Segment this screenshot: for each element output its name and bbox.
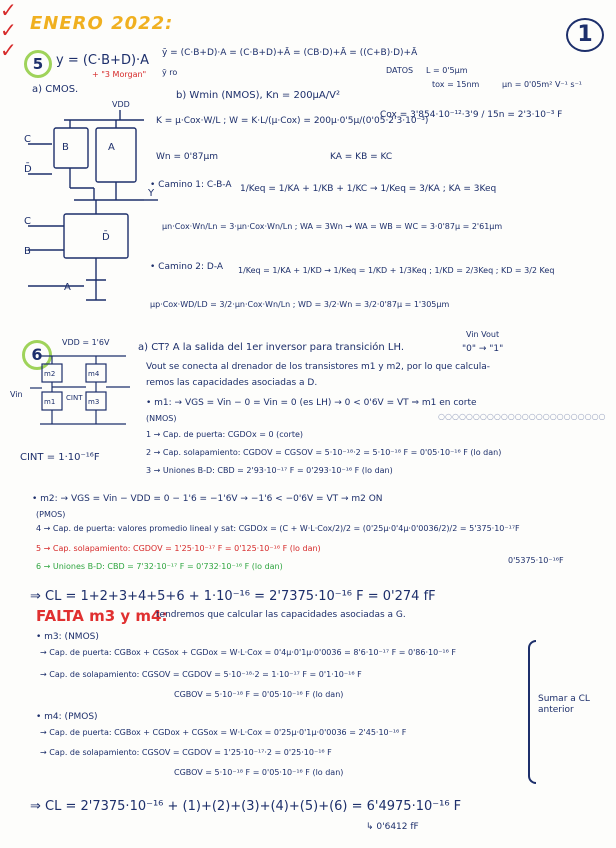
m1-cap-1: 1 → Cap. de puerta: CGDOx = 0 (corte) xyxy=(146,430,303,439)
p6-vin-vout: Vin Vout xyxy=(466,330,500,339)
p6-transition: "0" → "1" xyxy=(462,344,504,354)
svg-text:A: A xyxy=(108,142,115,153)
checkmark-icon: ✓ xyxy=(0,38,17,62)
svg-text:B: B xyxy=(24,246,31,257)
m2-cap-5: 5 → Cap. solapamiento: CGDOV = 1'25·10⁻¹⁷ F = 0'125·10⁻¹⁶ F (lo dan) xyxy=(36,544,321,553)
decorative-circles: ○○○○○○○○○○○○○○○○○○○○○○○○ xyxy=(438,412,606,421)
final-cl-equation: ⇒ CL = 2'7375·10⁻¹⁶ + (1)+(2)+(3)+(4)+(5)+(6) = 6'4975·10⁻¹⁶ F xyxy=(30,799,462,814)
camino-2-width: μp·Cox·WD/LD = 3/2·μn·Cox·Wn/Ln ; WD = 3/2·Wn = 3/2·0'87μ = 1'305μm xyxy=(150,300,450,309)
p5-cox-equation: Cox = 3'854·10⁻¹²·3'9 / 15n = 2'3·10⁻³ F xyxy=(380,110,563,120)
camino-1-equation: 1/Keq = 1/KA + 1/KB + 1/KC → 1/Keq = 3/KA ; KA = 3Keq xyxy=(240,184,497,194)
camino-1-width: μn·Cox·Wn/Ln = 3·μn·Cox·Wn/Ln ; WA = 3Wn → WA = WB = WC = 3·0'87μ = 2'61μm xyxy=(162,222,503,231)
m2-heading: • m2: → VGS = Vin − VDD = 0 − 1'6 = −1'6V → −1'6 < −0'6V = VT → m2 ON xyxy=(32,494,383,504)
p5-wn-value: Wn = 0'87μm xyxy=(156,152,219,162)
p6-paragraph-2: remos las capacidades asociadas a D. xyxy=(146,378,318,388)
cmos-circuit-diagram xyxy=(24,104,164,304)
p6-vin-label: Vin xyxy=(10,390,23,399)
camino-2-label: • Camino 2: D-A xyxy=(150,262,224,272)
p5-y-equation: y = (C·B+D)·A xyxy=(56,53,150,68)
p5-k-equality: KA = KB = KC xyxy=(330,152,393,162)
m3-heading: • m3: (NMOS) xyxy=(36,632,99,642)
falta-heading: FALTA m3 y m4: xyxy=(36,607,168,625)
problem-5-number: 5 xyxy=(24,50,52,78)
m2-pmos-tag: (PMOS) xyxy=(36,510,66,519)
m1-cap-2: 2 → Cap. solapamiento: CGDOV = CGSOV = 5·10⁻¹⁸·2 = 5·10⁻¹⁸ F = 0'05·10⁻¹⁶ F (lo dan) xyxy=(146,448,502,457)
m1-nmos-tag: (NMOS) xyxy=(146,414,177,423)
datos-tox: tox = 15nm xyxy=(432,80,480,89)
m3-cap-puerta: → Cap. de puerta: CGBox + CGSox + CGDox = W·L·Cox = 0'4μ·0'1μ·0'0036 = 8'6·10⁻¹⁷ F = 0'86·10⁻¹⁶ F xyxy=(40,648,456,657)
cl-equation: ⇒ CL = 1+2+3+4+5+6 + 1·10⁻¹⁶ = 2'7375·10⁻¹⁶ F = 0'274 fF xyxy=(30,589,436,604)
checkmark-icon: ✓ xyxy=(0,18,17,42)
sum-brace xyxy=(528,640,536,784)
p5-ybar-ro: ȳ ro xyxy=(162,68,178,77)
p5-part-b-label: b) Wmin (NMOS), Kn = 200μA/V² xyxy=(176,90,340,101)
svg-text:D̄: D̄ xyxy=(102,232,110,243)
svg-text:m2: m2 xyxy=(44,370,56,378)
m3-cap-gbov: CGBOV = 5·10⁻¹⁸ F = 0'05·10⁻¹⁶ F (lo dan) xyxy=(174,690,344,699)
p5-morgan-note: + "3 Morgan" xyxy=(92,70,147,79)
m4-heading: • m4: (PMOS) xyxy=(36,712,98,722)
camino-2-equation: 1/Keq = 1/KA + 1/KD → 1/Keq = 1/KD + 1/3Keq ; 1/KD = 2/3Keq ; KD = 3/2 Keq xyxy=(238,266,555,275)
svg-text:C: C xyxy=(24,134,31,145)
p6-part-a-title: a) CT? A la salida del 1er inversor para transición LH. xyxy=(138,342,405,353)
svg-text:A: A xyxy=(64,282,71,293)
final-cl-ff: ↳ 0'6412 fF xyxy=(366,822,419,832)
m2-cap-4-result: 0'5375·10⁻¹⁶F xyxy=(508,556,564,565)
m4-cap-solap: → Cap. de solapamiento: CGSOV = CGDOV = 1'25·10⁻¹⁷·2 = 0'25·10⁻¹⁶ F xyxy=(40,748,332,757)
m4-cap-puerta: → Cap. de puerta: CGBox + CGDox + CGSox = W·L·Cox = 0'25μ·0'1μ·0'0036 = 2'45·10⁻¹⁶ F xyxy=(40,728,407,737)
inverter-chain-diagram xyxy=(30,352,136,428)
page-title: ENERO 2022: xyxy=(30,13,174,34)
p6-cint-value: CINT = 1·10⁻¹⁶F xyxy=(20,452,100,463)
page-number: 1 xyxy=(566,18,604,52)
svg-text:m3: m3 xyxy=(88,398,100,406)
svg-text:CINT: CINT xyxy=(66,394,83,402)
datos-length: L = 0'5μm xyxy=(426,66,468,75)
m1-heading: • m1: → VGS = Vin − 0 = Vin = 0 (es LH) → 0 < 0'6V = VT ⇒ m1 en corte xyxy=(146,398,477,408)
p6-vdd-label: VDD = 1'6V xyxy=(62,338,110,347)
svg-text:B: B xyxy=(62,142,69,153)
svg-text:m1: m1 xyxy=(44,398,56,406)
falta-text: tendremos que calcular las capacidades asociadas a G. xyxy=(156,610,406,620)
svg-text:C: C xyxy=(24,216,31,227)
svg-text:Y: Y xyxy=(148,188,155,199)
svg-text:D̄: D̄ xyxy=(24,164,32,175)
checkmark-icon: ✓ xyxy=(0,0,17,22)
datos-label: DATOS xyxy=(386,66,414,75)
p5-part-a-label: a) CMOS. xyxy=(32,84,79,95)
p6-paragraph-1: Vout se conecta al drenador de los transistores m1 y m2, por lo que calcula- xyxy=(146,362,491,372)
sumar-note: Sumar a CL anterior xyxy=(538,694,590,715)
m1-cap-3: 3 → Uniones B-D: CBD = 2'93·10⁻¹⁷ F = 0'293·10⁻¹⁶ F (lo dan) xyxy=(146,466,393,475)
m4-cap-gbov: CGBOV = 5·10⁻¹⁸ F = 0'05·10⁻¹⁶ F (lo dan) xyxy=(174,768,344,777)
problem-6-number: 6 xyxy=(22,340,52,370)
m3-cap-solap: → Cap. de solapamiento: CGSOV = CGDOV = 5·10⁻¹⁸·2 = 1·10⁻¹⁷ F = 0'1·10⁻¹⁶ F xyxy=(40,670,362,679)
camino-1-label: • Camino 1: C-B-A xyxy=(150,180,232,190)
m2-cap-4: 4 → Cap. de puerta: valores promedio lineal y sat: CGDOx = (C + W·L·Cox/2)/2 = (0'25μ·0'4μ·0'0036/2)/2 = 5'375·10⁻¹⁷F xyxy=(36,524,520,533)
m2-cap-6: 6 → Uniones B-D: CBD = 7'32·10⁻¹⁷ F = 0'732·10⁻¹⁶ F (lo dan) xyxy=(36,562,283,571)
p5-k-equation: K = μ·Cox·W/L ; W = K·L/(μ·Cox) = 200μ·0'5μ/(0'05·2'3·10⁻³) xyxy=(156,116,429,126)
circuit-vdd-label: VDD xyxy=(112,100,130,109)
p5-ybar-equation: ȳ = (C·B+D)·A = (C·B+D)+Ā = (CB·D)+Ā = ((C+B)·D)+Ā xyxy=(162,48,418,58)
svg-text:m4: m4 xyxy=(88,370,100,378)
datos-mun: μn = 0'05m² V⁻¹ s⁻¹ xyxy=(502,80,583,89)
